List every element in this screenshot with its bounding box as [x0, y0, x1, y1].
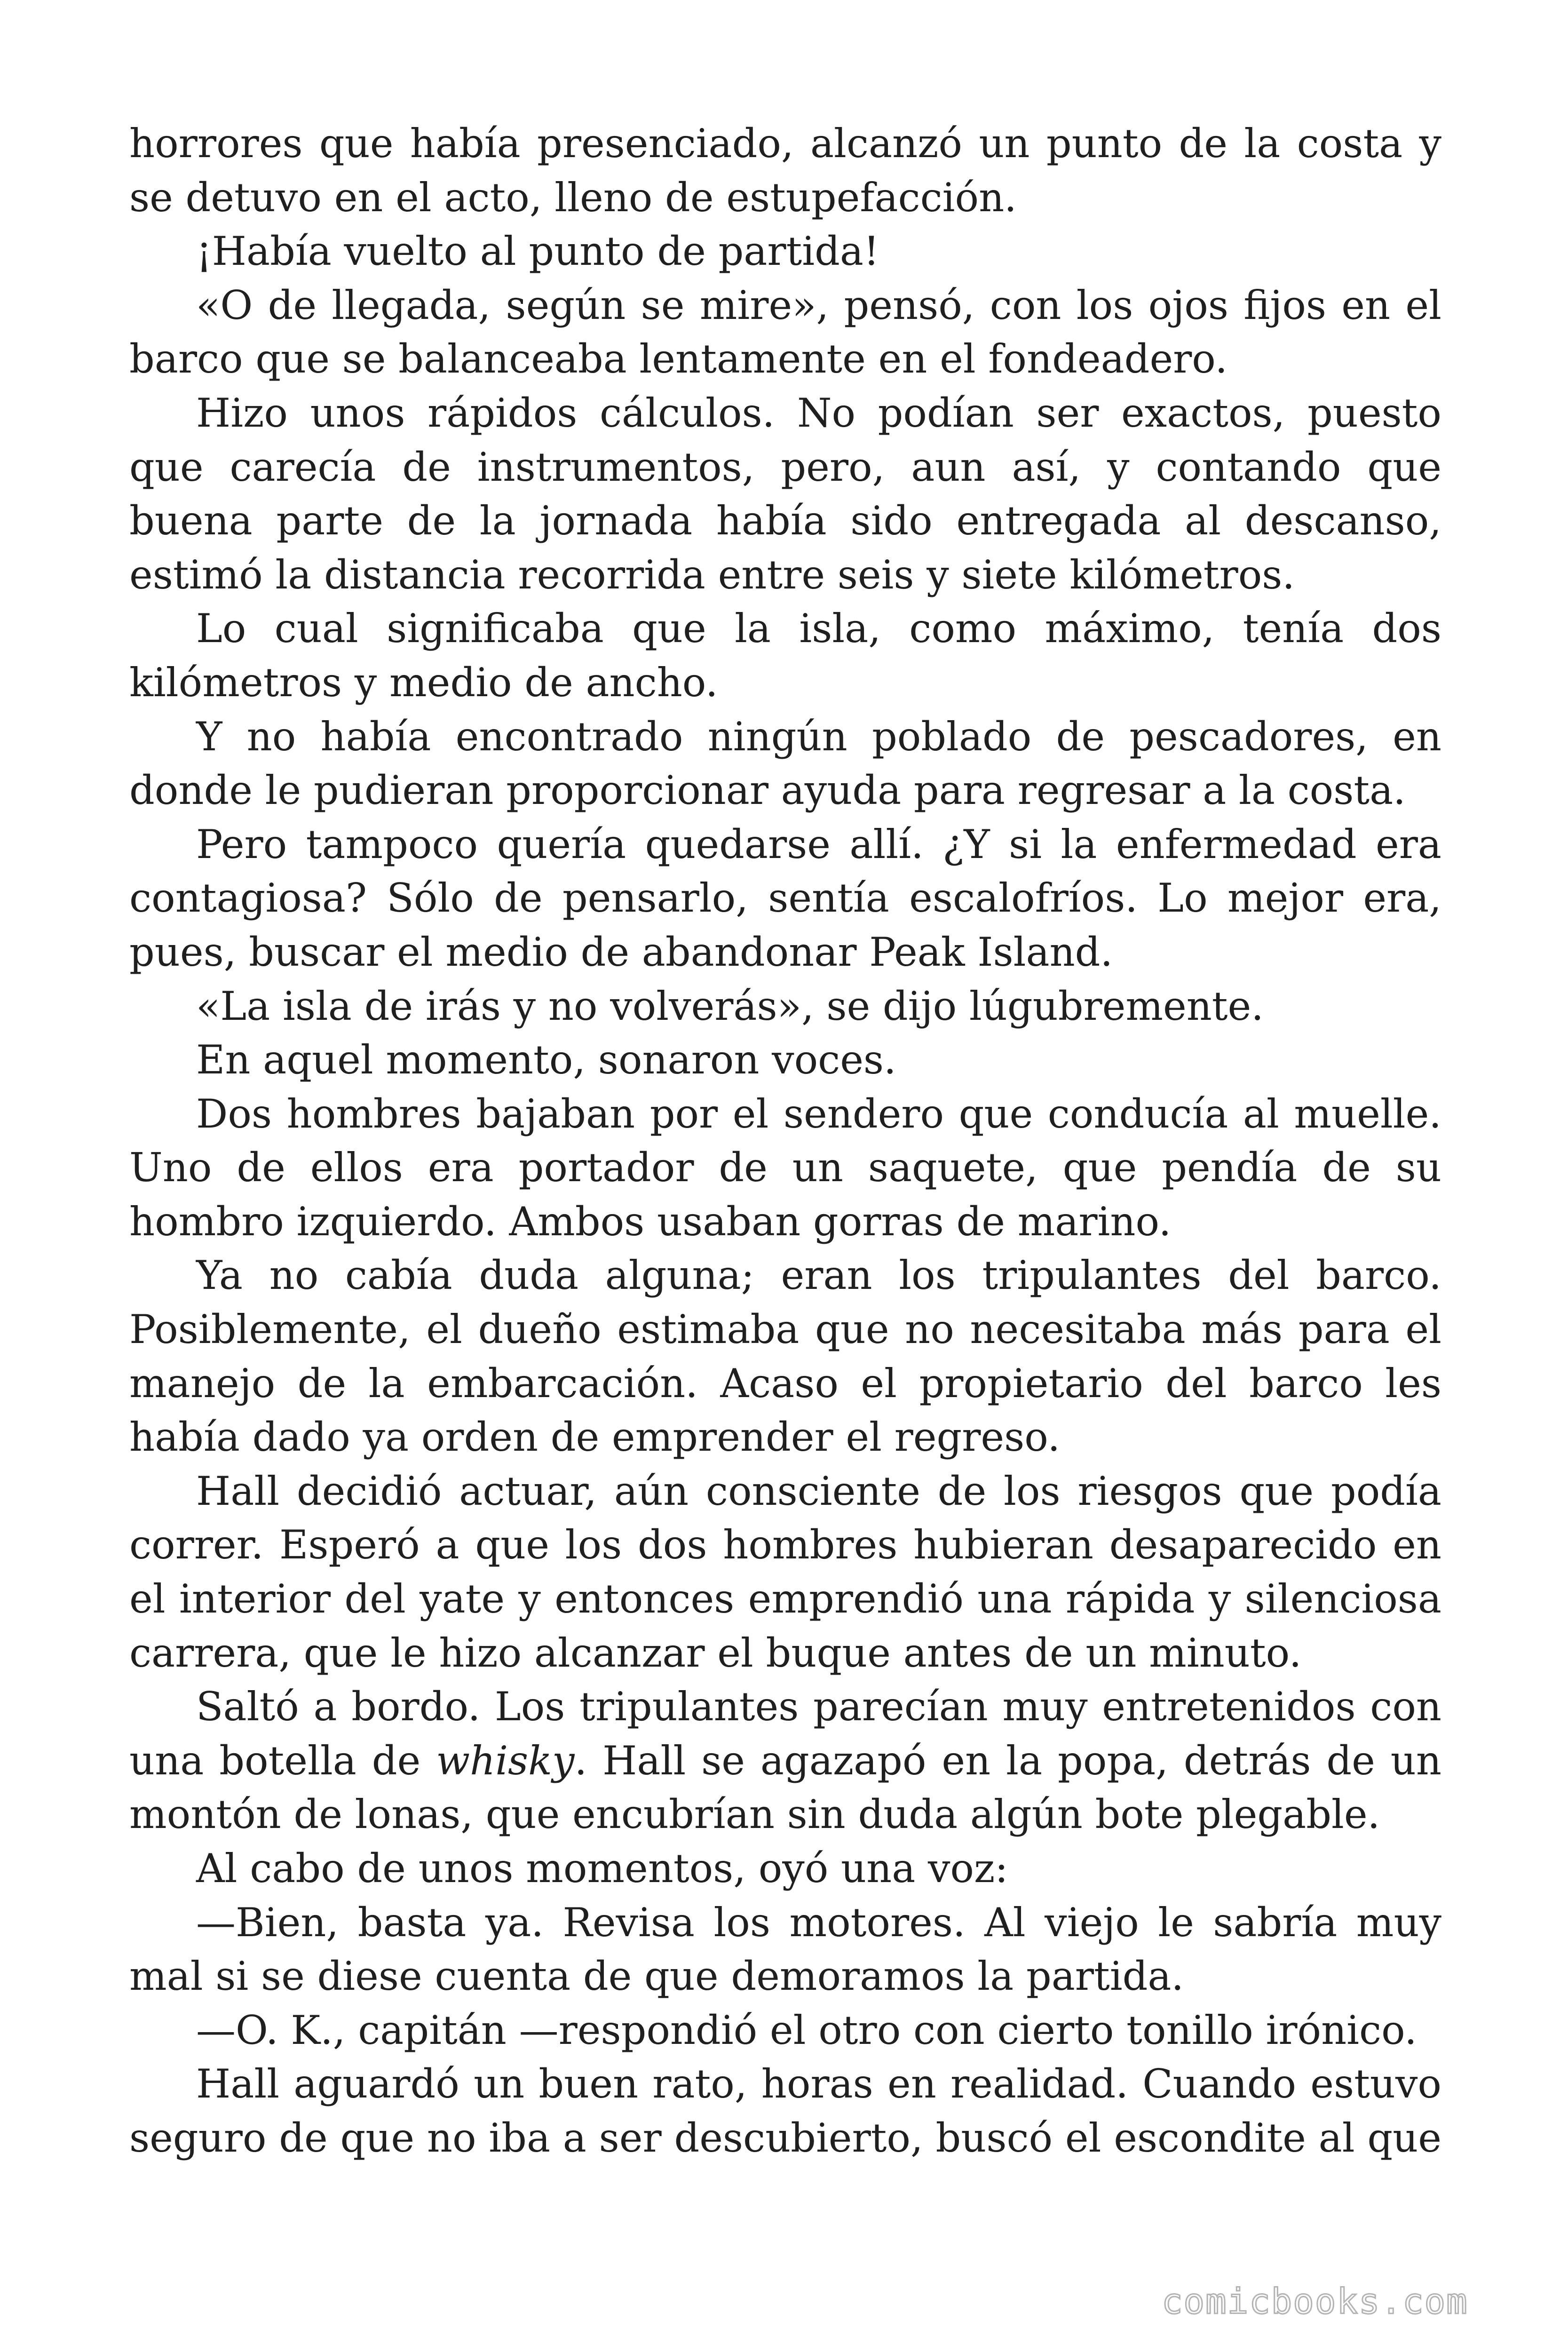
paragraph: En aquel momento, sonaron voces. — [196, 1037, 896, 1083]
paragraph: «O de llegada, según se mire», pensó, con los ojos fijos en el barco que se balanceaba lentamente en el fondeadero. — [129, 282, 1441, 382]
paragraph: Hall decidió actuar, aún consciente de los riesgos que podía correr. Esperó a que los dos hombres hubieran desaparecido en el interior del yate y entonces emprendió una rápida y silenciosa carrera, que le hizo alcanzar el buque antes de un minuto. — [129, 1468, 1441, 1676]
paragraph-text: Saltó a bordo. Los tripulantes parecían muy entretenidos con una botella de — [129, 1684, 1441, 1784]
paragraph-with-italic — [129, 1680, 1441, 1842]
paragraph: Pero tampoco quería quedarse allí. ¿Y si la enfermedad era contagiosa? Sólo de pensarlo, sentía escalofríos. Lo mejor era, pues, buscar el medio de abandonar Peak Island. — [129, 821, 1441, 975]
paragraph-text: . Hall se agazapó en la popa, detrás de un montón de lonas, que encubrían sin duda algún bote plegable. — [129, 1737, 1441, 1838]
paragraph: Ya no cabía duda alguna; eran los tripulantes del barco. Posiblemente, el dueño estimaba que no necesitaba más para el manejo de la embarcación. Acaso el propietario del barco les había dado ya orden de emprender el regreso. — [129, 1252, 1441, 1461]
paragraph: Al cabo de unos momentos, oyó una voz: — [196, 1845, 1008, 1891]
dialogue-paragraph: —O. K., capitán —respondió el otro con cierto tonillo irónico. — [196, 2007, 1417, 2053]
paragraph: ¡Había vuelto al punto de partida! — [196, 228, 879, 275]
paragraph: Dos hombres bajaban por el sendero que conducía al muelle. Uno de ellos era portador de un saquete, que pendía de su hombro izquierdo. Ambos usaban gorras de marino. — [129, 1090, 1441, 1245]
paragraph: Lo cual significaba que la isla, como máximo, tenía dos kilómetros y medio de ancho. — [129, 605, 1441, 706]
paragraph: Hizo unos rápidos cálculos. No podían ser exactos, puesto que carecía de instrumentos, pero, aun así, y contando que buena parte de la jornada había sido entregada al descanso, estimó la distancia recorrida entre seis y siete kilómetros. — [129, 389, 1441, 598]
paragraph-continues-next-page: Hall aguardó un buen rato, horas en realidad. Cuando estuvo seguro de que no iba a ser descubierto, buscó el escondite al que — [129, 2061, 1441, 2161]
paragraph-continued: horrores que había presenciado, alcanzó un punto de la costa y se detuvo en el acto, lleno de estupefacción. — [129, 120, 1441, 221]
paragraph: «La isla de irás y no volverás», se dijo lúgubremente. — [196, 983, 1264, 1029]
italic-word: whisky — [436, 1737, 575, 1784]
paragraph: Y no había encontrado ningún poblado de pescadores, en donde le pudieran proporcionar ayuda para regresar a la costa. — [129, 713, 1441, 814]
watermark-logo: comicbooks.com — [1162, 2281, 1468, 2322]
dialogue-paragraph: —Bien, basta ya. Revisa los motores. Al viejo le sabría muy mal si se diese cuenta de que demoramos la partida. — [129, 1899, 1441, 2000]
body-text — [129, 117, 1441, 2165]
